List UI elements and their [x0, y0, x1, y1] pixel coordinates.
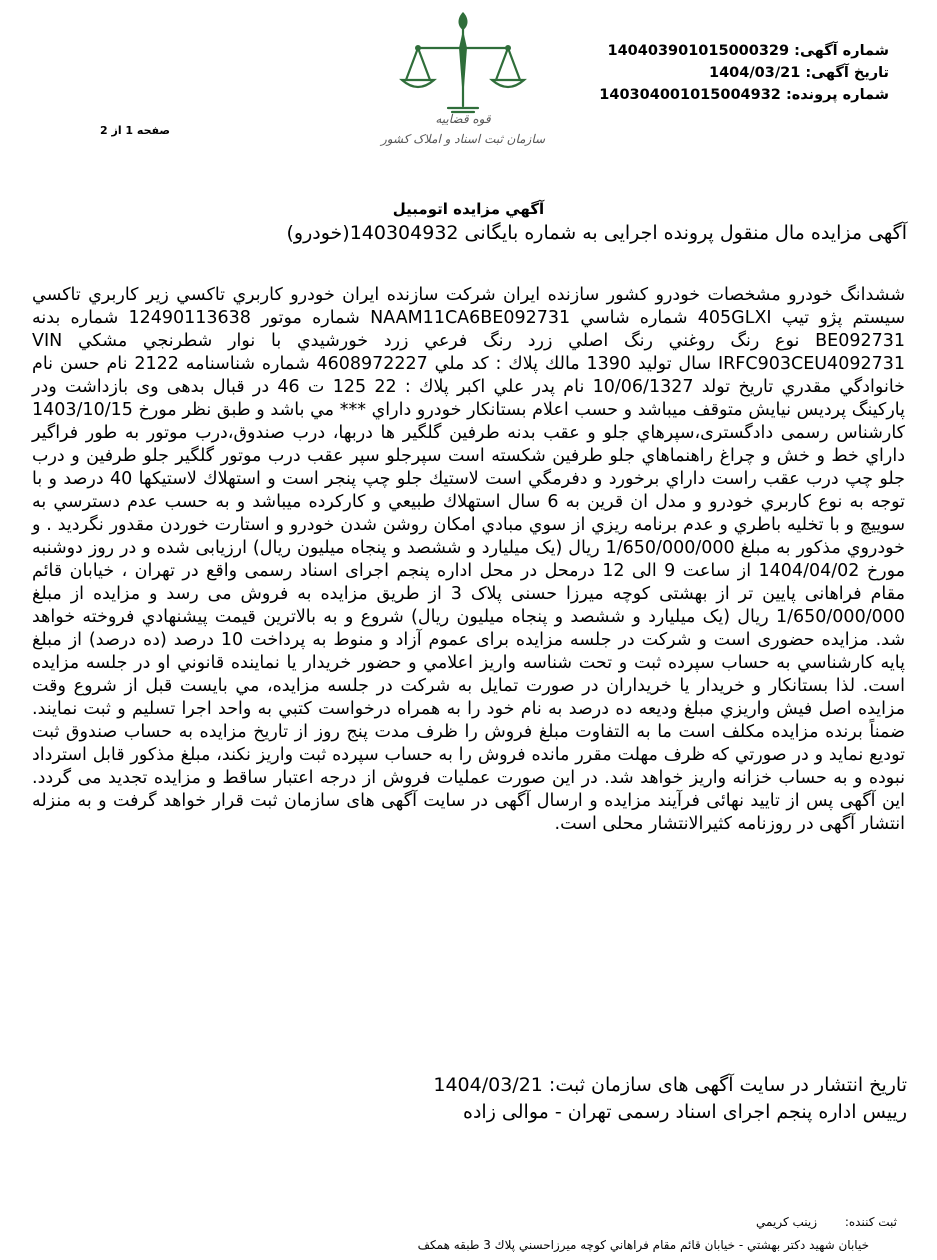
auction-body-text: ششدانگ خودرو مشخصات خودرو كشور سازنده ايران شركت سازنده ايران خودرو كاربري تاكسي زير كاربري تاكسي سيستم پژو تيپ 405GLXI شماره شاسي NAAM11CA6BE092731 شماره موتور 12490113638 شماره بدنه BE092731 نوع رنگ روغني رنگ اصلي زرد رنگ فرعي زرد خورشيدي با نوار شطرنجي مشكي VIN IRFC903CEU4092731 سال توليد 1390 مالك پلاك : كد ملي 4608972227 شماره شناسنامه 2122 نام حسن نام خانوادگي مقدري تاريخ تولد 10/06/1327 نام پدر علي اكبر پلاك : 22 125 ت 46 در قبال بدهی وی بازداشت ودر پارکینگ پردیس نیایش متوقف میباشد و حسب اعلام بستانكار خودرو داراي *** مي باشد و طبق نظر مورخ 1403/10/15 كارشناس رسمی دادگستری،سپرهاي جلو و عقب بدنه طرفين گلگير ها دربها، درب صندوق،درب موتور به طور فراگير داراي خط و خش و چراغ راهنماهاي جلو طرفين شكسته است سپرجلو سپر عقب درب موتور گلگير جلو طرفين و درب جلو چپ درب عقب راست داراي برخورد و دفرمگي است لاستيك جلو چپ پنجر است و استهلاك لاستيكها 40 درصد و با توجه به نوع كاربري خودرو و مدل ان قرين به 6 سال استهلاك طبيعي و كاركرده ميباشد و به حسب عدم دسترسي به سوييچ و با تخليه باطري و عدم برنامه ريزي از سوي مبادي امكان روشن شدن خودرو و استارت خوردن مقدور نگرديد . و خودروي مذكور به مبلغ 1/650/000/000 ريال (یک میلیارد و ششصد و پنجاه میلیون ریال) ارزیابی شده و در روز دوشنبه مورخ 1404/04/02 از ساعت 9 الی 12 درمحل در محل اداره پنجم اجرای اسناد رسمی واقع در تهران ، خیابان قائم مقام فراهانی پایین تر از بهشتی کوچه میرزا حسنی پلاک 3 از طریق مزایده به فروش می رسد و مزایده از مبلغ 1/650/000/000 ریال (یک میلیارد و ششصد و پنجاه میلیون ریال) شروع و به بالاترين قيمت پيشنهادي فروخته خواهد شد. مزایده حضوری است و شرکت در جلسه مزایده برای عموم آزاد و منوط به پرداخت 10 درصد (ده درصد) از مبلغ پایه كارشناسي به حساب سپرده ثبت و تحت شناسه واريز اعلامي و حضور خريدار يا نماینده قانوني او در جلسه مزايده است. لذا بستانكار و خريدار يا خريداران در صورت تمايل به شركت در جلسه مزايده، مي بايست قبل از شروع وقت مزايده اصل فيش واريزي مبلغ وديعه ده درصد به نام خود را به همراه درخواست كتبي به واحد اجرا تسليم و ثبت نمايند. ضمناً برنده مزايده مكلف است ما به التفاوت مبلغ فروش را ظرف مدت پنج روز از تاريخ مزايده به حساب صندوق ثبت توديع نمايد و در صورتي كه ظرف مهلت مقرر مانده فروش را به حساب سپرده ثبت واريز نكند، مبلغ مذكور قابل استرداد نبوده و به حساب خزانه واريز خواهد شد. در این صورت عملیات فروش از درجه اعتبار ساقط و مزایده تجدید می گردد. این آگهی پس از تایید نهائی فرآیند مزایده و ارسال آگهی در سایت آگهی های سازمان ثبت قرار خواهد گرفت و به منزله انتشار آگهی در روزنامه کثیرالانتشار محلی است. — [32, 285, 906, 834]
judiciary-scales-emblem-icon — [378, 8, 548, 158]
publish-date: 1404/03/21 — [433, 1074, 543, 1096]
case-number: 140304001015004932 — [599, 87, 781, 103]
signature-line: رییس اداره پنجم اجرای اسناد رسمی تهران - موالی زاده — [463, 1101, 907, 1123]
case-number-label: شماره پرونده: — [785, 87, 889, 103]
registrar-name: زينب كريمي — [756, 1215, 818, 1229]
ad-date-label: تاریخ آگهی: — [805, 65, 889, 81]
registrar-address: خيابان شهيد دكتر بهشتي - خيابان قائم مقام فراهاني كوچه ميرزاحسني پلاك 3 طبقه همكف — [417, 1238, 869, 1252]
page-number: صفحه 1 از 2 — [100, 124, 171, 137]
registrar-line — [732, 1215, 897, 1229]
ad-number: 140403901015000329 — [607, 43, 790, 59]
ad-number-label: شماره آگهی: — [794, 43, 889, 59]
emblem-caption-judiciary: قوه قضاییه — [435, 112, 491, 126]
ad-meta-block — [559, 40, 889, 106]
document-title: آگهي مزايده اتومبيل — [392, 200, 545, 218]
emblem-caption-registration-org: سازمان ثبت اسناد و املاک کشور — [380, 132, 546, 146]
case-number-row — [559, 84, 889, 106]
registrar-label: ثبت کننده: — [844, 1215, 897, 1229]
document-subtitle: آگهی مزایده مال منقول پرونده اجرایی به شماره بایگانی 140304932(خودرو) — [286, 222, 907, 244]
publish-date-line — [433, 1074, 907, 1096]
publish-date-label: تاریخ انتشار در سایت آگهی های سازمان ثبت: — [548, 1074, 907, 1096]
ad-date-row — [559, 62, 889, 84]
ad-number-row — [559, 40, 889, 62]
ad-date: 1404/03/21 — [709, 65, 801, 81]
